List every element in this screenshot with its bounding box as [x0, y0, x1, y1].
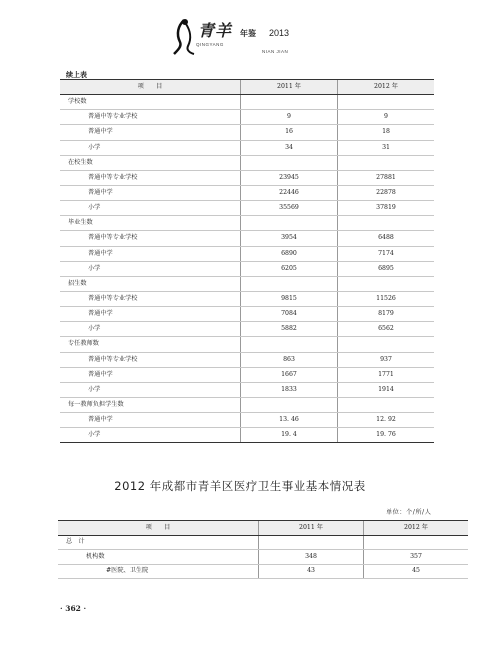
cell-2011: 9815: [241, 291, 338, 306]
cell-2012: [338, 216, 435, 231]
table-row: [60, 155, 434, 170]
cell-2012: 12. 92: [338, 413, 435, 428]
row-label: 普通中等专业学校: [60, 170, 241, 185]
yearbook-header: [170, 16, 330, 60]
row-label: 小学: [60, 261, 241, 276]
cell-2012: 9: [338, 110, 435, 125]
row-label: #医院、卫生院: [58, 564, 259, 579]
table-row: [60, 231, 434, 246]
cell-2012: 37819: [338, 201, 435, 216]
cell-2011: 43: [259, 564, 364, 579]
table-row: [58, 550, 468, 565]
cell-2012: 7174: [338, 246, 435, 261]
continued-label: 续上表: [66, 70, 87, 79]
cell-2011: 13. 46: [241, 413, 338, 428]
unit-label: 单位：个/所/人: [386, 509, 432, 516]
cell-2012: 11526: [338, 291, 435, 306]
table-row: [60, 170, 434, 185]
table-row: [60, 352, 434, 367]
cell-2012: [338, 155, 435, 170]
row-label: 每一教师负担学生数: [60, 397, 241, 412]
cell-2011: 23945: [241, 170, 338, 185]
table-row: [60, 397, 434, 412]
health-table-title: 2012 年成都市青羊区医疗卫生事业基本情况表: [114, 479, 366, 493]
table-row: [60, 110, 434, 125]
cell-2011: 3954: [241, 231, 338, 246]
row-label: 小学: [60, 140, 241, 155]
table-row: [60, 185, 434, 200]
cell-2012: 1771: [338, 367, 435, 382]
cell-2011: 5882: [241, 322, 338, 337]
table-row: [60, 125, 434, 140]
row-label: 普通中学: [60, 246, 241, 261]
row-label: 小学: [60, 201, 241, 216]
table-row: [60, 337, 434, 352]
row-label: 普通中学: [60, 307, 241, 322]
cell-2011: 6890: [241, 246, 338, 261]
cell-2011: [241, 337, 338, 352]
cell-2011: [241, 397, 338, 412]
cell-2012: 31: [338, 140, 435, 155]
logo-pinyin: QINGYANG: [196, 42, 224, 47]
cell-2011: 9: [241, 110, 338, 125]
table-row: [60, 140, 434, 155]
cell-2012: 6895: [338, 261, 435, 276]
row-label: 总 计: [58, 535, 259, 550]
cell-2012: 19. 76: [338, 428, 435, 443]
row-label: 普通中学: [60, 125, 241, 140]
education-table: [60, 79, 434, 443]
cell-2012: 45: [364, 564, 469, 579]
row-label: 普通中学: [60, 413, 241, 428]
cell-2011: 1833: [241, 382, 338, 397]
table-row: [60, 291, 434, 306]
cell-2011: 34: [241, 140, 338, 155]
row-label: 小学: [60, 382, 241, 397]
row-label: 普通中等专业学校: [60, 231, 241, 246]
table-row: [60, 307, 434, 322]
table-header-row: [58, 521, 468, 536]
row-label: 小学: [60, 322, 241, 337]
column-header-2011: 2011 年: [241, 80, 338, 95]
cell-2011: [241, 95, 338, 110]
table-row: [60, 367, 434, 382]
cell-2012: 6562: [338, 322, 435, 337]
page-number: · 362 ·: [60, 604, 87, 613]
cell-2011: 863: [241, 352, 338, 367]
cell-2012: [338, 397, 435, 412]
row-label: 普通中等专业学校: [60, 110, 241, 125]
cell-2012: 27881: [338, 170, 435, 185]
row-label: 机构数: [58, 550, 259, 565]
cell-2011: 22446: [241, 185, 338, 200]
table-row: [58, 535, 468, 550]
table-row: [60, 95, 434, 110]
cell-2011: [241, 276, 338, 291]
logo-year: 2013: [269, 28, 290, 38]
table-row: [60, 276, 434, 291]
cell-2012: [338, 337, 435, 352]
table-row: [60, 428, 434, 443]
cell-2011: [259, 535, 364, 550]
row-label: 普通中学: [60, 185, 241, 200]
table-row: [60, 322, 434, 337]
row-label: 毕业生数: [60, 216, 241, 231]
logo-suffix: 年鉴: [240, 28, 256, 38]
table-row: [60, 201, 434, 216]
cell-2011: 1667: [241, 367, 338, 382]
column-header-2012: 2012 年: [338, 80, 435, 95]
health-table: [58, 520, 468, 579]
row-label: 小学: [60, 428, 241, 443]
cell-2011: 35569: [241, 201, 338, 216]
table-row: [60, 413, 434, 428]
row-label: 普通中等专业学校: [60, 291, 241, 306]
table-header-row: [60, 80, 434, 95]
row-label: 学校数: [60, 95, 241, 110]
row-label: 普通中学: [60, 367, 241, 382]
cell-2011: [241, 155, 338, 170]
row-label: 在校生数: [60, 155, 241, 170]
column-header-2012: 2012 年: [364, 521, 469, 536]
cell-2011: 16: [241, 125, 338, 140]
cell-2011: 348: [259, 550, 364, 565]
cell-2012: [364, 535, 469, 550]
logo-pinyin-2: NIAN JIAN: [262, 49, 289, 54]
cell-2012: 357: [364, 550, 469, 565]
column-header-item: 项 目: [60, 80, 241, 95]
cell-2012: 1914: [338, 382, 435, 397]
column-header-item: 项 目: [58, 521, 259, 536]
cell-2011: [241, 216, 338, 231]
cell-2012: 6488: [338, 231, 435, 246]
row-label: 普通中等专业学校: [60, 352, 241, 367]
row-label: 专任教师数: [60, 337, 241, 352]
table-row: [60, 246, 434, 261]
cell-2012: [338, 276, 435, 291]
table-row: [60, 382, 434, 397]
cell-2012: [338, 95, 435, 110]
row-label: 招生数: [60, 276, 241, 291]
table-row: [58, 564, 468, 579]
calligraphy-figure-icon: [170, 16, 200, 56]
table-row: [60, 261, 434, 276]
column-header-2011: 2011 年: [259, 521, 364, 536]
cell-2012: 22878: [338, 185, 435, 200]
cell-2012: 18: [338, 125, 435, 140]
cell-2011: 19. 4: [241, 428, 338, 443]
logo-title: 青羊: [198, 21, 233, 40]
cell-2011: 6205: [241, 261, 338, 276]
table-row: [60, 216, 434, 231]
cell-2011: 7084: [241, 307, 338, 322]
cell-2012: 8179: [338, 307, 435, 322]
cell-2012: 937: [338, 352, 435, 367]
